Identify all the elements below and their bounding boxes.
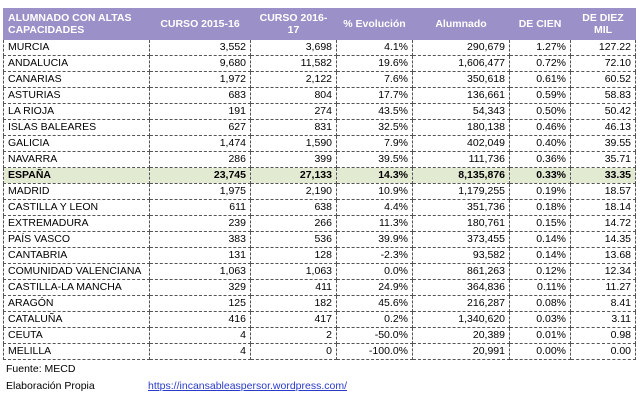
value-cell: 416: [150, 312, 251, 328]
region-cell: LA RIOJA: [4, 104, 150, 120]
data-table-container: [3, 8, 635, 360]
value-cell: 1,179,255: [413, 184, 510, 200]
header-region: ALUMNADO CON ALTAS CAPACIDADES: [4, 9, 150, 40]
value-cell: 4: [150, 344, 251, 360]
value-cell: 411: [251, 280, 337, 296]
value-cell: 8.41: [571, 296, 636, 312]
value-cell: 831: [251, 120, 337, 136]
value-cell: 39.9%: [337, 232, 413, 248]
value-cell: 4: [150, 328, 251, 344]
value-cell: 14.3%: [337, 168, 413, 184]
value-cell: 0.59%: [510, 88, 571, 104]
table-row: [4, 72, 636, 88]
value-cell: 180,761: [413, 216, 510, 232]
region-cell: PAÍS VASCO: [4, 232, 150, 248]
value-cell: 373,455: [413, 232, 510, 248]
value-cell: 0.15%: [510, 216, 571, 232]
value-cell: 0.14%: [510, 232, 571, 248]
value-cell: 417: [251, 312, 337, 328]
value-cell: 216,287: [413, 296, 510, 312]
value-cell: -50.0%: [337, 328, 413, 344]
value-cell: 0.46%: [510, 120, 571, 136]
value-cell: 18.57: [571, 184, 636, 200]
table-row: [4, 152, 636, 168]
region-cell: ARAGÓN: [4, 296, 150, 312]
value-cell: 14.35: [571, 232, 636, 248]
value-cell: 804: [251, 88, 337, 104]
value-cell: -2.3%: [337, 248, 413, 264]
region-cell: MURCIA: [4, 40, 150, 56]
source-note: Fuente: MECD: [6, 363, 76, 375]
value-cell: 14.72: [571, 216, 636, 232]
region-cell: EXTREMADURA: [4, 216, 150, 232]
value-cell: 399: [251, 152, 337, 168]
value-cell: 3.11: [571, 312, 636, 328]
table-row: [4, 312, 636, 328]
value-cell: 683: [150, 88, 251, 104]
region-cell: MELILLA: [4, 344, 150, 360]
value-cell: 13.68: [571, 248, 636, 264]
value-cell: 93,582: [413, 248, 510, 264]
region-cell: CASTILLA Y LEON: [4, 200, 150, 216]
value-cell: 3,552: [150, 40, 251, 56]
value-cell: 0.98: [571, 328, 636, 344]
value-cell: 611: [150, 200, 251, 216]
value-cell: 0.2%: [337, 312, 413, 328]
value-cell: 0.18%: [510, 200, 571, 216]
value-cell: 1,975: [150, 184, 251, 200]
value-cell: -100.0%: [337, 344, 413, 360]
table-row: [4, 104, 636, 120]
value-cell: 0.11%: [510, 280, 571, 296]
table-row: [4, 136, 636, 152]
value-cell: 0.03%: [510, 312, 571, 328]
table-row: [4, 280, 636, 296]
value-cell: 20,991: [413, 344, 510, 360]
region-cell: ANDALUCIA: [4, 56, 150, 72]
value-cell: 50.42: [571, 104, 636, 120]
region-cell: MADRID: [4, 184, 150, 200]
region-cell: CEUTA: [4, 328, 150, 344]
value-cell: 627: [150, 120, 251, 136]
value-cell: 39.5%: [337, 152, 413, 168]
value-cell: 131: [150, 248, 251, 264]
value-cell: 0.61%: [510, 72, 571, 88]
value-cell: 861,263: [413, 264, 510, 280]
header-alumnado: Alumnado: [413, 9, 510, 40]
value-cell: 18.14: [571, 200, 636, 216]
value-cell: 0.01%: [510, 328, 571, 344]
value-cell: 180,138: [413, 120, 510, 136]
region-cell: ASTURIAS: [4, 88, 150, 104]
value-cell: 46.13: [571, 120, 636, 136]
author-note: Elaboración Propia: [6, 380, 95, 392]
table-row: [4, 120, 636, 136]
data-table: [3, 8, 636, 360]
value-cell: 2,190: [251, 184, 337, 200]
value-cell: 3,698: [251, 40, 337, 56]
table-row: [4, 328, 636, 344]
value-cell: 20,389: [413, 328, 510, 344]
value-cell: 266: [251, 216, 337, 232]
value-cell: 43.5%: [337, 104, 413, 120]
value-cell: 19.6%: [337, 56, 413, 72]
value-cell: 7.6%: [337, 72, 413, 88]
region-cell: NAVARRA: [4, 152, 150, 168]
value-cell: 2: [251, 328, 337, 344]
header-row: [4, 9, 636, 40]
value-cell: 191: [150, 104, 251, 120]
value-cell: 7.9%: [337, 136, 413, 152]
value-cell: 383: [150, 232, 251, 248]
value-cell: 127.22: [571, 40, 636, 56]
region-cell: CASTILLA-LA MANCHA: [4, 280, 150, 296]
value-cell: 239: [150, 216, 251, 232]
header-de-diez-mil: DE DIEZ MIL: [571, 9, 636, 40]
table-row: [4, 264, 636, 280]
value-cell: 0.12%: [510, 264, 571, 280]
region-cell: CATALUÑA: [4, 312, 150, 328]
value-cell: 1,063: [150, 264, 251, 280]
value-cell: 39.55: [571, 136, 636, 152]
value-cell: 9,680: [150, 56, 251, 72]
value-cell: 8,135,876: [413, 168, 510, 184]
value-cell: 182: [251, 296, 337, 312]
value-cell: 0.19%: [510, 184, 571, 200]
value-cell: 351,736: [413, 200, 510, 216]
region-cell: CANTABRIA: [4, 248, 150, 264]
value-cell: 364,836: [413, 280, 510, 296]
value-cell: 72.10: [571, 56, 636, 72]
value-cell: 290,679: [413, 40, 510, 56]
value-cell: 402,049: [413, 136, 510, 152]
table-row: [4, 200, 636, 216]
value-cell: 45.6%: [337, 296, 413, 312]
value-cell: 32.5%: [337, 120, 413, 136]
value-cell: 23,745: [150, 168, 251, 184]
value-cell: 11.3%: [337, 216, 413, 232]
value-cell: 111,736: [413, 152, 510, 168]
value-cell: 536: [251, 232, 337, 248]
value-cell: 0.33%: [510, 168, 571, 184]
table-row: [4, 216, 636, 232]
table-row: [4, 168, 636, 184]
value-cell: 1,606,477: [413, 56, 510, 72]
table-row: [4, 88, 636, 104]
table-row: [4, 184, 636, 200]
value-cell: 0.08%: [510, 296, 571, 312]
value-cell: 128: [251, 248, 337, 264]
value-cell: 286: [150, 152, 251, 168]
table-row: [4, 344, 636, 360]
value-cell: 0.50%: [510, 104, 571, 120]
value-cell: 638: [251, 200, 337, 216]
value-cell: 1,590: [251, 136, 337, 152]
value-cell: 0.00: [571, 344, 636, 360]
value-cell: 35.71: [571, 152, 636, 168]
table-row: [4, 40, 636, 56]
table-row: [4, 296, 636, 312]
value-cell: 0.72%: [510, 56, 571, 72]
value-cell: 24.9%: [337, 280, 413, 296]
region-cell: CANARIAS: [4, 72, 150, 88]
value-cell: 0.40%: [510, 136, 571, 152]
value-cell: 58.83: [571, 88, 636, 104]
value-cell: 33.35: [571, 168, 636, 184]
value-cell: 11.27: [571, 280, 636, 296]
value-cell: 2,122: [251, 72, 337, 88]
header-curso-2016-17: CURSO 2016-17: [251, 9, 337, 40]
value-cell: 0.36%: [510, 152, 571, 168]
value-cell: 4.1%: [337, 40, 413, 56]
value-cell: 12.34: [571, 264, 636, 280]
value-cell: 10.9%: [337, 184, 413, 200]
table-row: [4, 232, 636, 248]
value-cell: 0.0%: [337, 264, 413, 280]
value-cell: 4.4%: [337, 200, 413, 216]
region-cell: COMUNIDAD VALENCIANA: [4, 264, 150, 280]
value-cell: 11,582: [251, 56, 337, 72]
value-cell: 274: [251, 104, 337, 120]
value-cell: 27,133: [251, 168, 337, 184]
value-cell: 0.00%: [510, 344, 571, 360]
value-cell: 125: [150, 296, 251, 312]
table-row: [4, 248, 636, 264]
value-cell: 1,474: [150, 136, 251, 152]
value-cell: 17.7%: [337, 88, 413, 104]
value-cell: 0: [251, 344, 337, 360]
value-cell: 60.52: [571, 72, 636, 88]
value-cell: 1,340,620: [413, 312, 510, 328]
table-body: [4, 40, 636, 360]
table-row: [4, 56, 636, 72]
value-cell: 329: [150, 280, 251, 296]
blog-link[interactable]: https://incansableaspersor.wordpress.com/: [148, 380, 348, 392]
value-cell: 1.27%: [510, 40, 571, 56]
value-cell: 136,661: [413, 88, 510, 104]
value-cell: 350,618: [413, 72, 510, 88]
header-evolucion: % Evolución: [337, 9, 413, 40]
value-cell: 1,063: [251, 264, 337, 280]
value-cell: 1,972: [150, 72, 251, 88]
header-curso-2015-16: CURSO 2015-16: [150, 9, 251, 40]
region-cell: ESPAÑA: [4, 168, 150, 184]
value-cell: 0.14%: [510, 248, 571, 264]
header-de-cien: DE CIEN: [510, 9, 571, 40]
region-cell: GALICIA: [4, 136, 150, 152]
value-cell: 54,343: [413, 104, 510, 120]
region-cell: ISLAS BALEARES: [4, 120, 150, 136]
